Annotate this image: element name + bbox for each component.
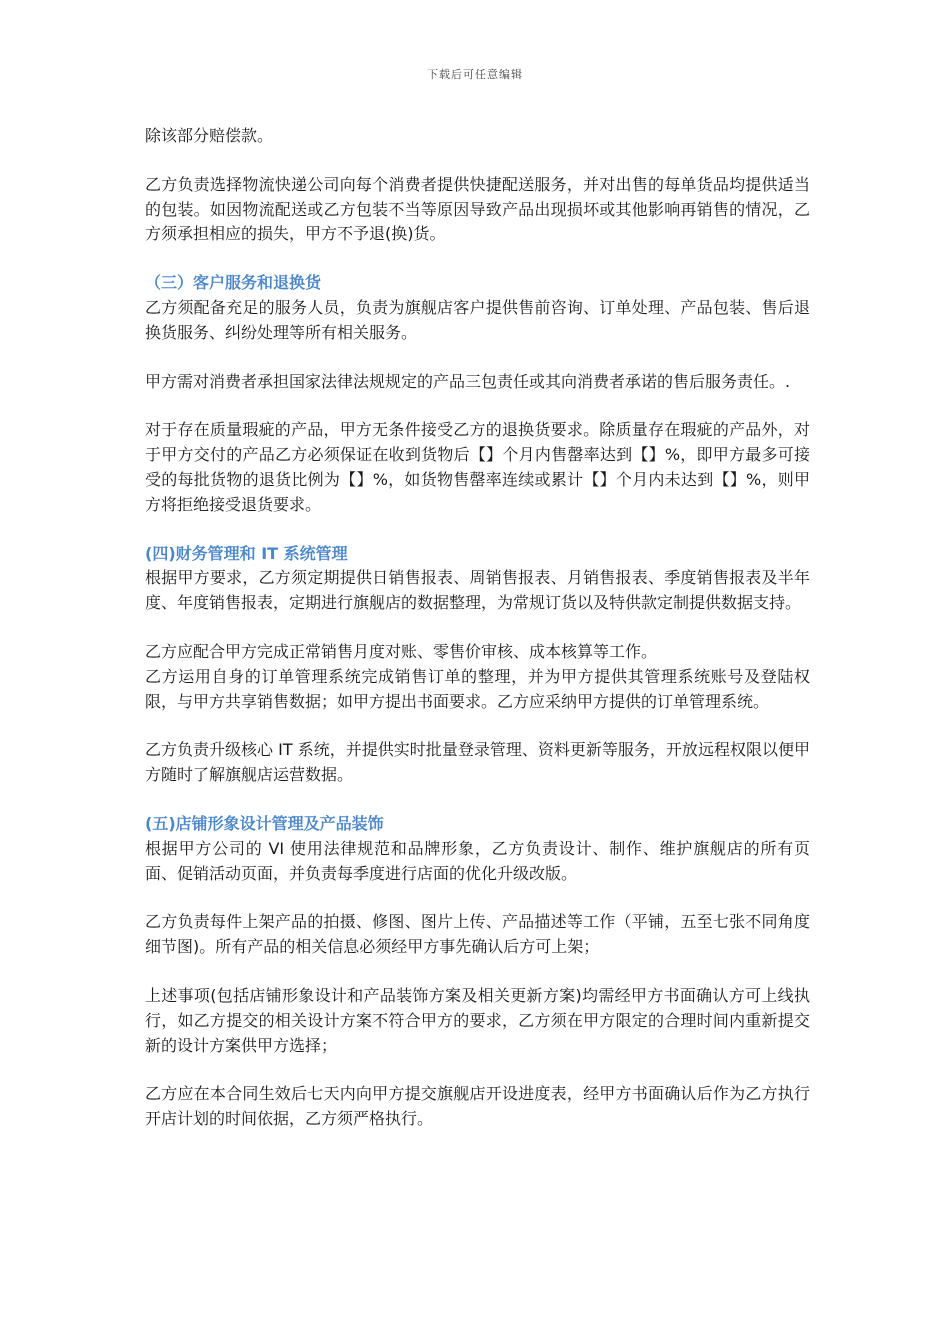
paragraph-logistics: 乙方负责选择物流快递公司向每个消费者提供快捷配送服务，并对出售的每单货品均提供适当的包装。如因物流配送或乙方包装不当等原因导致产品出现损坏或其他影响再销售的情况，乙方须承担相应的损失，甲方不予退(换)货。 (145, 174, 810, 244)
section-heading-finance-it: (四)财务管理和 IT 系统管理 (145, 543, 348, 563)
paragraph-returns: 对于存在质量瑕疵的产品，甲方无条件接受乙方的退换货要求。除质量存在瑕疵的产品外，对于甲方交付的产品乙方必须保证在收到货物后【】个月内售罄率达到【】%，即甲方最多可接受的每批货物的退货比例为【】%，如货物售罄率连续或累计【】个月内未达到【】%，则甲方将拒绝接受退货要求。 (145, 420, 810, 514)
document-body (145, 124, 810, 1156)
paragraph-warranty: 甲方需对消费者承担国家法律法规规定的产品三包责任或其向消费者承诺的售后服务责任。. (145, 371, 791, 391)
paragraph-order-system: 乙方运用自身的订单管理系统完成销售订单的整理，并为甲方提供其管理系统账号及登陆权限，与甲方共享销售数据；如甲方提出书面要求。乙方应采纳甲方提供的订单管理系统。 (145, 666, 810, 711)
paragraph-compensation: 除该部分赔偿款。 (145, 126, 274, 145)
paragraph-it-upgrade: 乙方负责升级核心 IT 系统，并提供实时批量登录管理、资料更新等服务，开放远程权限以便甲方随时了解旗舰店运营数据。 (145, 740, 810, 785)
paragraph-vi-design: 根据甲方公司的 VI 使用法律规范和品牌形象，乙方负责设计、制作、维护旗舰店的所有页面、促销活动页面，并负责每季度进行店面的优化升级改版。 (145, 838, 810, 883)
paragraph-sales-reports: 根据甲方要求，乙方须定期提供日销售报表、周销售报表、月销售报表、季度销售报表及半年度、年度销售报表，定期进行旗舰店的数据整理，为常规订货以及特供款定制提供数据支持。 (145, 568, 810, 613)
paragraph-product-photos: 乙方负责每件上架产品的拍摄、修图、图片上传、产品描述等工作（平铺，五至七张不同角度细节图)。所有产品的相关信息必须经甲方事先确认后方可上架； (145, 912, 810, 957)
paragraph-reconciliation: 乙方应配合甲方完成正常销售月度对账、零售价审核、成本核算等工作。 (145, 641, 658, 661)
paragraph-schedule: 乙方应在本合同生效后七天内向甲方提交旗舰店开设进度表，经甲方书面确认后作为乙方执行开店计划的时间依据，乙方须严格执行。 (145, 1084, 810, 1129)
header-note: 下载后可任意编辑 (427, 68, 523, 81)
paragraph-design-approval: 上述事项(包括店铺形象设计和产品装饰方案及相关更新方案)均需经甲方书面确认方可上线执行，如乙方提交的相关设计方案不符合甲方的要求，乙方须在甲方限定的合理时间内重新提交新的设计方案供甲方选择； (145, 985, 810, 1055)
paragraph-service-staff: 乙方须配备充足的服务人员，负责为旗舰店客户提供售前咨询、订单处理、产品包装、售后退换货服务、纠纷处理等所有相关服务。 (145, 297, 810, 342)
section-heading-customer-service: （三）客户服务和退换货 (145, 273, 322, 293)
section-heading-store-design: (五)店铺形象设计管理及产品装饰 (145, 813, 384, 833)
